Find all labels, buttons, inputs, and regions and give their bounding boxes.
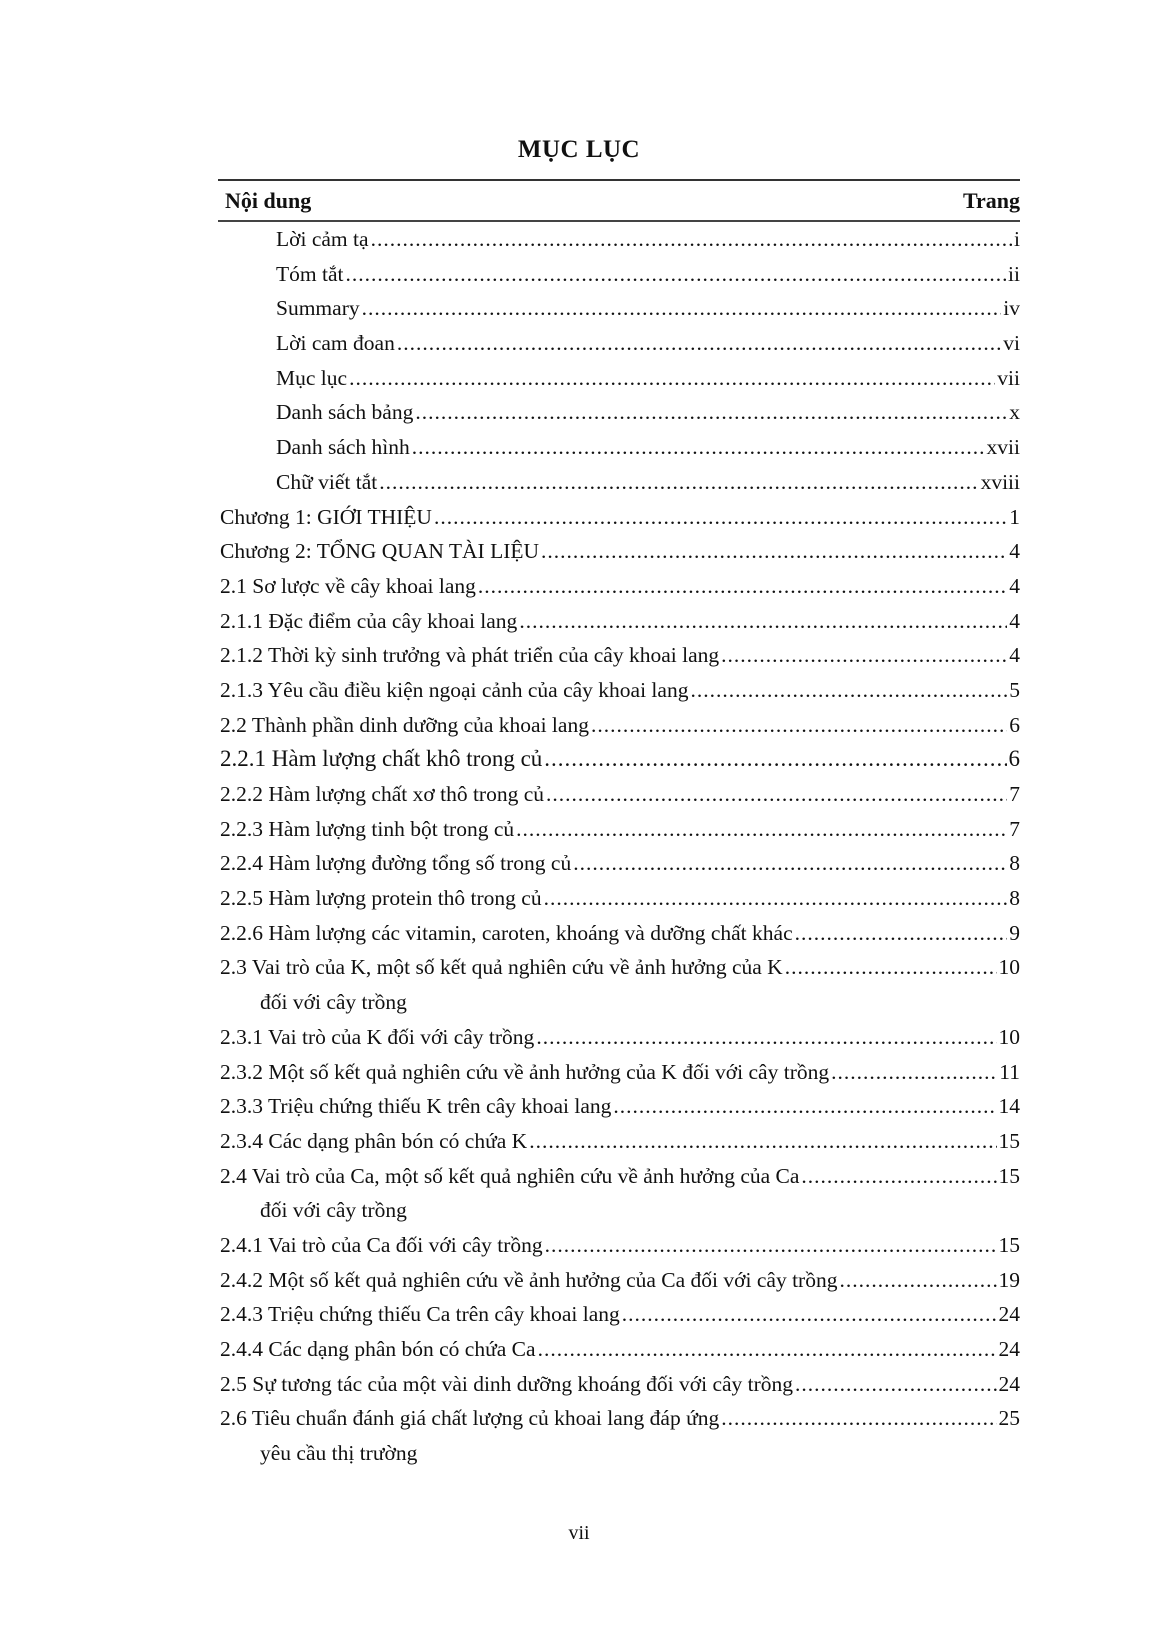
- dot-leader: [379, 465, 978, 500]
- toc-entry[interactable]: [220, 673, 1020, 708]
- toc-entry-page: 15: [998, 1163, 1020, 1188]
- toc-entry[interactable]: [220, 638, 1020, 673]
- dot-leader: [801, 1159, 996, 1194]
- toc-entry-page: vii: [997, 365, 1020, 390]
- dot-leader: [690, 673, 1007, 708]
- dot-leader: [721, 1401, 996, 1436]
- toc-entry-continuation: đối với cây trồng: [260, 990, 407, 1015]
- toc-entry-page: 4: [1009, 643, 1020, 668]
- toc-entry[interactable]: [220, 812, 1020, 847]
- dot-leader: [529, 1124, 996, 1159]
- toc-entry-page: 4: [1009, 608, 1020, 633]
- dot-leader: [622, 1297, 997, 1332]
- toc-entry-title: 2.1.1 Đặc điểm của cây khoai lang: [220, 608, 518, 633]
- toc-entry-title: 2.6 Tiêu chuẩn đánh giá chất lượng củ khoai lang đáp ứng: [220, 1406, 720, 1431]
- toc-entry[interactable]: [220, 500, 1020, 535]
- toc-entry[interactable]: [220, 291, 1020, 326]
- toc-entry-title: 2.4.1 Vai trò của Ca đối với cây trồng: [220, 1232, 543, 1257]
- toc-entry-title: 2.1 Sơ lược về cây khoai lang: [220, 573, 476, 598]
- toc-entry[interactable]: [220, 534, 1020, 569]
- dot-leader: [538, 1332, 997, 1367]
- toc-entry-page: 6: [1008, 746, 1020, 772]
- toc-entry-title: 2.2.1 Hàm lượng chất khô trong củ: [220, 746, 543, 772]
- toc-entry-page: 4: [1009, 539, 1020, 564]
- header-top-rule: [218, 179, 1020, 181]
- table-of-contents: [220, 222, 1020, 1471]
- dot-leader: [721, 638, 1007, 673]
- toc-entry-page: 8: [1009, 886, 1020, 911]
- toc-entry-title: 2.1.3 Yêu cầu điều kiện ngoại cảnh của cây khoai lang: [220, 677, 689, 702]
- toc-entry-page: xviii: [980, 469, 1020, 494]
- dot-leader: [397, 326, 1001, 361]
- toc-entry-continuation: đối với cây trồng: [260, 1198, 407, 1223]
- toc-entry-page: ii: [1008, 261, 1020, 286]
- toc-entry-page: 6: [1009, 712, 1020, 737]
- dot-leader: [544, 742, 1006, 777]
- toc-entry[interactable]: [220, 742, 1020, 777]
- toc-entry-title: 2.5 Sự tương tác của một vài dinh dưỡng khoáng đối với cây trồng: [220, 1371, 794, 1396]
- toc-entry-title: 2.4.3 Triệu chứng thiếu Ca trên cây khoai lang: [220, 1302, 620, 1327]
- dot-leader: [546, 777, 1007, 812]
- toc-entry-page: i: [1014, 227, 1020, 251]
- toc-entry[interactable]: [220, 604, 1020, 639]
- toc-entry-title: 2.3.2 Một số kết quả nghiên cứu về ảnh hưởng của K đối với cây trồng: [220, 1059, 830, 1084]
- toc-entry-page: 7: [1009, 782, 1020, 806]
- page-number: vii: [568, 1522, 590, 1544]
- toc-entry-title: Chữ viết tắt: [276, 469, 378, 494]
- dot-leader: [795, 916, 1008, 951]
- dot-leader: [516, 812, 1007, 847]
- toc-entry-page: 24: [998, 1337, 1020, 1361]
- dot-leader: [573, 846, 1007, 881]
- toc-entry-page: vi: [1003, 331, 1020, 356]
- toc-entry-title: 2.4 Vai trò của Ca, một số kết quả nghiên cứu về ảnh hưởng của Ca: [220, 1163, 800, 1188]
- toc-entry-title: 2.2.4 Hàm lượng đường tổng số trong củ: [220, 851, 572, 876]
- toc-entry-title: 2.2.2 Hàm lượng chất xơ thô trong củ: [220, 782, 544, 806]
- toc-entry-title: Chương 1: GIỚI THIỆU: [220, 504, 432, 529]
- toc-entry[interactable]: [220, 257, 1020, 292]
- toc-entry[interactable]: [220, 430, 1020, 465]
- toc-entry[interactable]: [220, 846, 1020, 881]
- toc-entry-page: 15: [998, 1128, 1020, 1153]
- toc-entry-page: 5: [1009, 677, 1020, 702]
- toc-entry[interactable]: [220, 222, 1020, 257]
- toc-entry-page: 4: [1009, 573, 1020, 598]
- dot-leader: [831, 1055, 997, 1090]
- toc-entry[interactable]: [220, 1401, 1020, 1436]
- toc-entry-page: 15: [998, 1232, 1020, 1257]
- dot-leader: [795, 1367, 996, 1402]
- dot-leader: [478, 569, 1007, 604]
- dot-leader: [345, 257, 1006, 292]
- dot-leader: [785, 950, 997, 985]
- toc-entry[interactable]: [220, 1228, 1020, 1263]
- toc-entry-title: 2.2.5 Hàm lượng protein thô trong củ: [220, 886, 542, 911]
- toc-entry-page: x: [1009, 400, 1020, 425]
- toc-entry[interactable]: [220, 361, 1020, 396]
- toc-entry-page: 9: [1009, 920, 1020, 945]
- toc-entry-page: 7: [1009, 816, 1020, 841]
- dot-leader: [536, 1020, 996, 1055]
- toc-entry-page: 24: [998, 1302, 1020, 1327]
- toc-entry-page: 10: [998, 1024, 1020, 1049]
- toc-entry-title: Lời cảm tạ: [276, 227, 369, 251]
- toc-entry-page: 11: [999, 1059, 1020, 1084]
- dot-leader: [591, 708, 1007, 743]
- toc-entry-title: Mục lục: [276, 365, 348, 390]
- toc-entry-page: 1: [1009, 504, 1020, 529]
- page-title: MỤC LỤC: [517, 136, 641, 163]
- toc-entry-title: Chương 2: TỔNG QUAN TÀI LIỆU: [220, 539, 540, 564]
- toc-entry[interactable]: [220, 1020, 1020, 1055]
- column-header-content: Nội dung: [225, 188, 312, 213]
- column-header-page: Trang: [962, 188, 1020, 213]
- toc-entry-page: 19: [998, 1267, 1020, 1292]
- toc-entry-title: Danh sách bảng: [276, 400, 414, 425]
- dot-leader: [544, 881, 1008, 916]
- toc-entry[interactable]: [220, 465, 1020, 500]
- toc-entry[interactable]: [220, 1124, 1020, 1159]
- dot-leader: [434, 500, 1007, 535]
- dot-leader: [519, 604, 1007, 639]
- toc-entry-title: 2.3.1 Vai trò của K đối với cây trồng: [220, 1024, 535, 1049]
- dot-leader: [839, 1263, 996, 1298]
- toc-entry-page: xvii: [986, 435, 1020, 460]
- toc-entry[interactable]: [220, 1332, 1020, 1367]
- toc-entry[interactable]: [220, 1055, 1020, 1090]
- toc-entry[interactable]: [220, 1263, 1020, 1298]
- dot-leader: [362, 291, 1002, 326]
- dot-leader: [545, 1228, 997, 1263]
- toc-entry-title: Tóm tắt: [276, 261, 344, 286]
- toc-entry[interactable]: [220, 1367, 1020, 1402]
- toc-entry-title: 2.2.3 Hàm lượng tinh bột trong củ: [220, 816, 515, 841]
- toc-entry[interactable]: [220, 950, 1020, 985]
- toc-entry[interactable]: [220, 395, 1020, 430]
- toc-entry-title: 2.3.3 Triệu chứng thiếu K trên cây khoai lang: [220, 1094, 612, 1119]
- toc-entry[interactable]: [220, 569, 1020, 604]
- dot-leader: [613, 1089, 996, 1124]
- toc-entry-page: 25: [998, 1406, 1020, 1431]
- toc-entry-title: 2.4.4 Các dạng phân bón có chứa Ca: [220, 1337, 536, 1361]
- toc-entry-page: iv: [1003, 296, 1020, 321]
- dot-leader: [541, 534, 1007, 569]
- dot-leader: [349, 361, 995, 396]
- dot-leader: [415, 395, 1007, 430]
- dot-leader: [371, 222, 1012, 257]
- toc-entry-title: Lời cam đoan: [276, 331, 395, 356]
- toc-entry-page: 10: [998, 955, 1020, 980]
- toc-entry-title: 2.1.2 Thời kỳ sinh trưởng và phát triển của cây khoai lang: [220, 643, 720, 668]
- toc-entry-page: 14: [998, 1094, 1020, 1119]
- toc-entry-title: 2.2.6 Hàm lượng các vitamin, caroten, khoáng và dưỡng chất khác: [220, 920, 793, 945]
- toc-entry[interactable]: [220, 326, 1020, 361]
- dot-leader: [412, 430, 985, 465]
- toc-entry-title: Danh sách hình: [276, 435, 410, 460]
- toc-entry-continuation: yêu cầu thị trường: [260, 1441, 418, 1466]
- toc-entry-title: 2.3.4 Các dạng phân bón có chứa K: [220, 1128, 528, 1153]
- toc-entry[interactable]: [220, 1159, 1020, 1194]
- toc-entry[interactable]: [220, 1297, 1020, 1332]
- toc-entry[interactable]: [220, 916, 1020, 951]
- toc-entry-page: 24: [998, 1371, 1020, 1396]
- toc-entry[interactable]: [220, 708, 1020, 743]
- toc-entry-title: Summary: [276, 296, 360, 321]
- toc-entry[interactable]: [220, 881, 1020, 916]
- toc-entry-title: 2.2 Thành phần dinh dưỡng của khoai lang: [220, 712, 589, 737]
- toc-entry[interactable]: [220, 777, 1020, 812]
- toc-entry-page: 8: [1009, 851, 1020, 876]
- toc-entry-title: 2.3 Vai trò của K, một số kết quả nghiên cứu về ảnh hưởng của K: [220, 955, 783, 980]
- toc-entry-title: 2.4.2 Một số kết quả nghiên cứu về ảnh hưởng của Ca đối với cây trồng: [220, 1267, 838, 1292]
- toc-entry[interactable]: [220, 1089, 1020, 1124]
